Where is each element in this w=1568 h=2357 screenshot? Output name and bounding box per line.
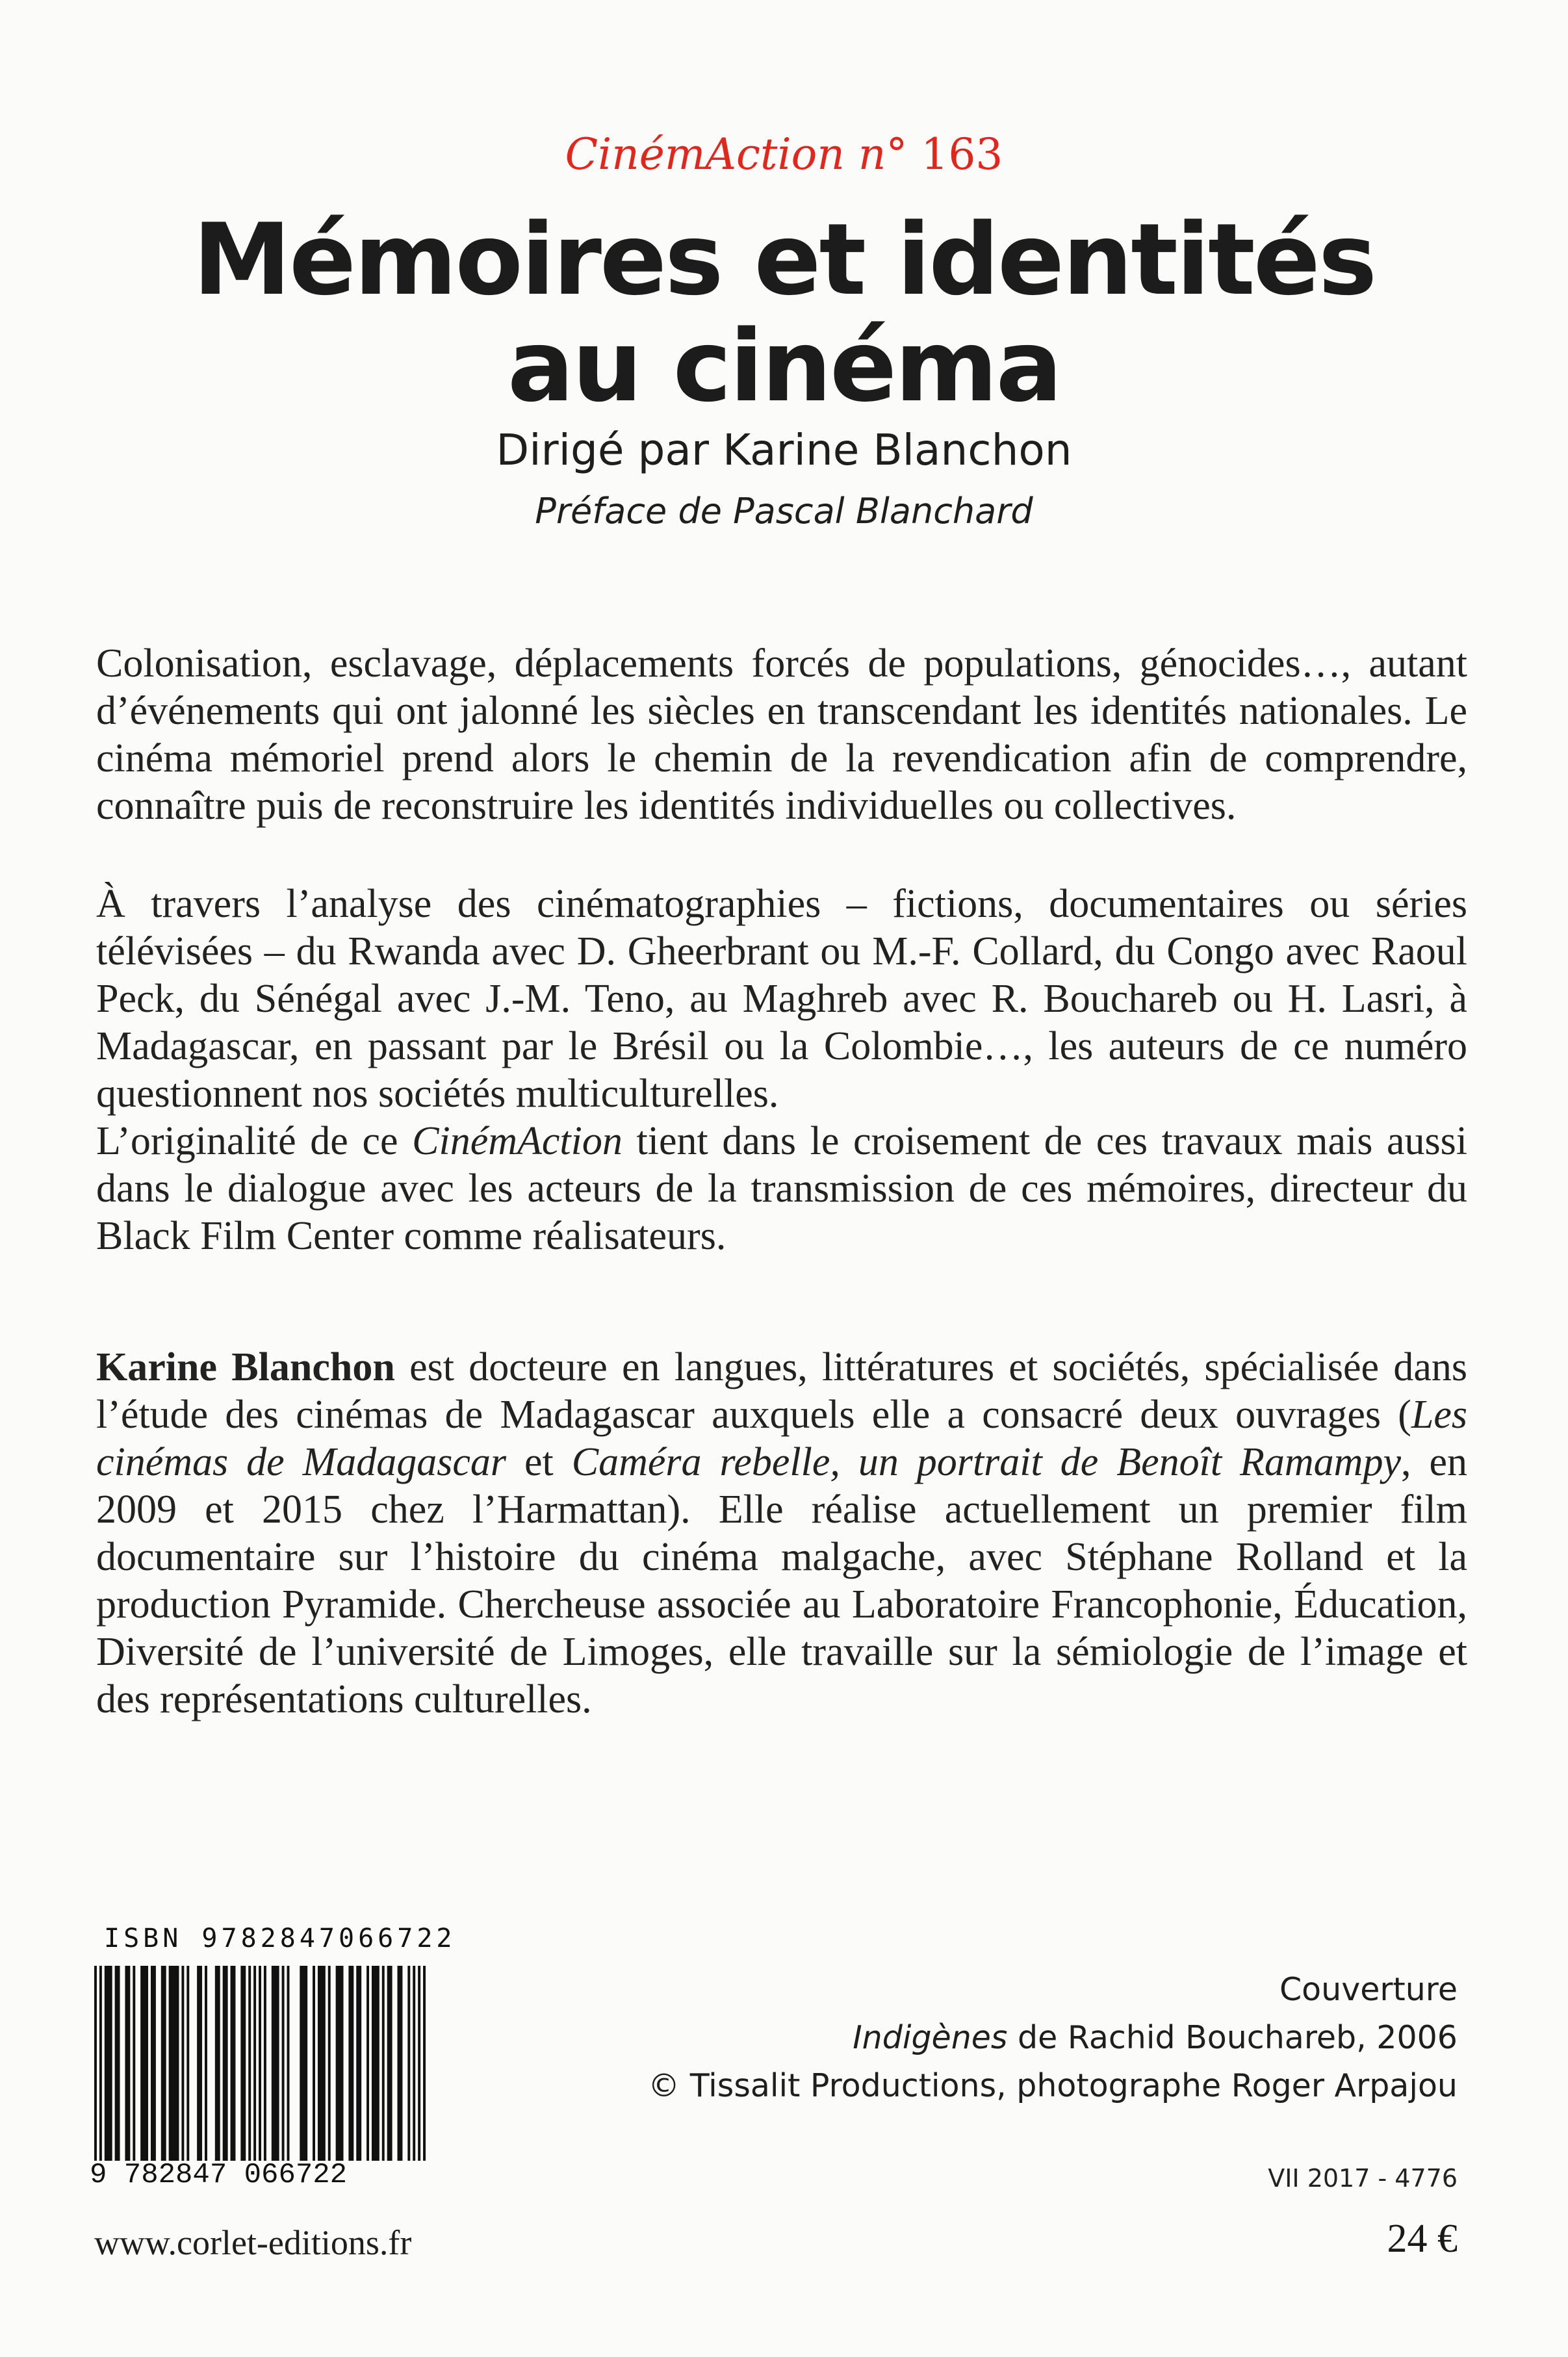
isbn-label: ISBN 9782847066722 — [104, 1924, 456, 1953]
barcode-bar — [133, 1966, 135, 2161]
barcode-bar — [300, 1966, 307, 2161]
bio-text-1: est docteure en langues, littératures et sociétés, spécialisée dans l’étude des cinémas de Madagascar auxquels elle a consacré deux ouvrages ( — [96, 1345, 1467, 1437]
summary-paragraph-2: À travers l’analyse des cinématographies – fictions, documentaires ou séries télévisées – du Rwanda avec D. Gheerbrant ou M.-F. Collard, du Congo avec Raoul Peck, du Sénégal avec J.-M. Teno, au Maghreb avec R. Bouchareb ou H. Lasri, à Madagascar, en passant par le Brésil ou la Colombie…, les auteurs de ce numéro questionnent nos sociétés multiculturelles. — [96, 882, 1467, 1116]
title-line-1: Mémoires et identités — [192, 202, 1376, 317]
cover-copyright: © Tissalit Productions, photographe Roger Arpajou — [648, 2067, 1458, 2104]
bio-book-1: Les cinémas de Madagascar — [96, 1393, 1467, 1484]
barcode-bar — [328, 1966, 331, 2161]
preface-line: Préface de Pascal Blanchard — [535, 491, 1033, 532]
price: 24 € — [1387, 2217, 1458, 2261]
barcode-bar — [282, 1966, 285, 2161]
barcode-bar — [99, 1966, 102, 2161]
barcode-bar — [372, 1966, 379, 2161]
barcode-bar — [125, 1966, 130, 2161]
barcode-bar — [318, 1966, 326, 2161]
cover-film-credit — [648, 2014, 1458, 2062]
barcode-bar — [413, 1966, 415, 2161]
summary-paragraph-1: Colonisation, esclavage, déplacements forcés de populations, génocides…, autant d’événements qui ont jalonné les siècles en transcendant les identités nationales. Le cinéma mémoriel prend alors le chemin de la revendication afin de comprendre, connaître puis de reconstruire les identités individuelles ou collectives. — [96, 641, 1467, 828]
barcode-bar — [264, 1966, 266, 2161]
barcode-bar — [223, 1966, 228, 2161]
barcode-bar — [186, 1966, 189, 2161]
barcode-bar — [348, 1966, 353, 2161]
barcode-bar — [115, 1966, 120, 2161]
summary-p3-text-a: L’originalité de ce — [96, 1119, 413, 1163]
barcode-bar — [387, 1966, 392, 2161]
barcode-bar — [231, 1966, 236, 2161]
barcode-bar — [336, 1966, 344, 2161]
barcode-bar — [366, 1966, 369, 2161]
cover-credits — [648, 1966, 1458, 2110]
barcode-bar — [313, 1966, 315, 2161]
author-bio — [96, 1344, 1467, 1723]
summary-p3-text-b: tient dans le croisement de ces travaux mais aussi dans le dialogue avec les acteurs de la transmission de ces mémoires, directeur du Black Film Center comme réalisateurs. — [96, 1119, 1467, 1258]
barcode-bar — [382, 1966, 385, 2161]
cover-film-title: Indigènes — [853, 2019, 1008, 2056]
barcode-bar — [161, 1966, 166, 2161]
series-number: 163 — [921, 129, 1003, 179]
barcode-bar — [418, 1966, 420, 2161]
barcode-bar — [356, 1966, 361, 2161]
director-line: Dirigé par Karine Blanchon — [496, 425, 1072, 475]
barcode-bar — [407, 1966, 410, 2161]
barcode-bar — [151, 1966, 156, 2161]
barcode-bar — [105, 1966, 112, 2161]
barcode — [94, 1966, 426, 2161]
series-name: CinémAction n° — [565, 129, 908, 179]
barcode-bar — [423, 1966, 426, 2161]
cover-label: Couverture — [1279, 1971, 1458, 2008]
bio-text-3: , en 2009 et 2015 chez l’Harmattan). Elle réalise actuellement un premier film documentaire sur l’histoire du cinéma malgache, avec Stéphane Rolland et la production Pyramide. Chercheuse associée au Laboratoire Francophonie, Éducation, Diversité de l’université de Limoges, elle travaille sur la sémiologie de l’image et des représentations culturelles. — [96, 1440, 1467, 1721]
barcode-bar — [240, 1966, 246, 2161]
barcode-bar — [94, 1966, 97, 2161]
barcode-bar — [169, 1966, 179, 2161]
summary-p3-series-italic: CinémAction — [412, 1119, 623, 1163]
barcode-bar — [272, 1966, 279, 2161]
barcode-bar — [248, 1966, 251, 2161]
barcode-bar — [259, 1966, 261, 2161]
barcode-bar — [398, 1966, 403, 2161]
barcode-bar — [253, 1966, 256, 2161]
barcode-bar — [287, 1966, 290, 2161]
barcode-bar — [215, 1966, 220, 2161]
print-reference: VII 2017 - 4776 — [1268, 2164, 1458, 2193]
summary-paragraph-3 — [96, 1118, 1467, 1260]
barcode-digits: 9 782847 066722 — [90, 2159, 348, 2191]
barcode-bar — [205, 1966, 207, 2161]
bio-book-2: Caméra rebelle, un portrait de Benoît Ramampy — [571, 1440, 1401, 1484]
cover-film-director: de Rachid Bouchareb, 2006 — [1007, 2019, 1458, 2056]
barcode-bar — [181, 1966, 184, 2161]
author-name: Karine Blanchon — [96, 1345, 395, 1389]
title-line-2: au cinéma — [507, 309, 1061, 424]
publisher-website: www.corlet-editions.fr — [94, 2223, 412, 2262]
barcode-bar — [140, 1966, 148, 2161]
bio-text-2: et — [506, 1440, 572, 1484]
book-title — [0, 202, 1568, 424]
barcode-bar — [197, 1966, 202, 2161]
series-heading — [0, 129, 1568, 179]
